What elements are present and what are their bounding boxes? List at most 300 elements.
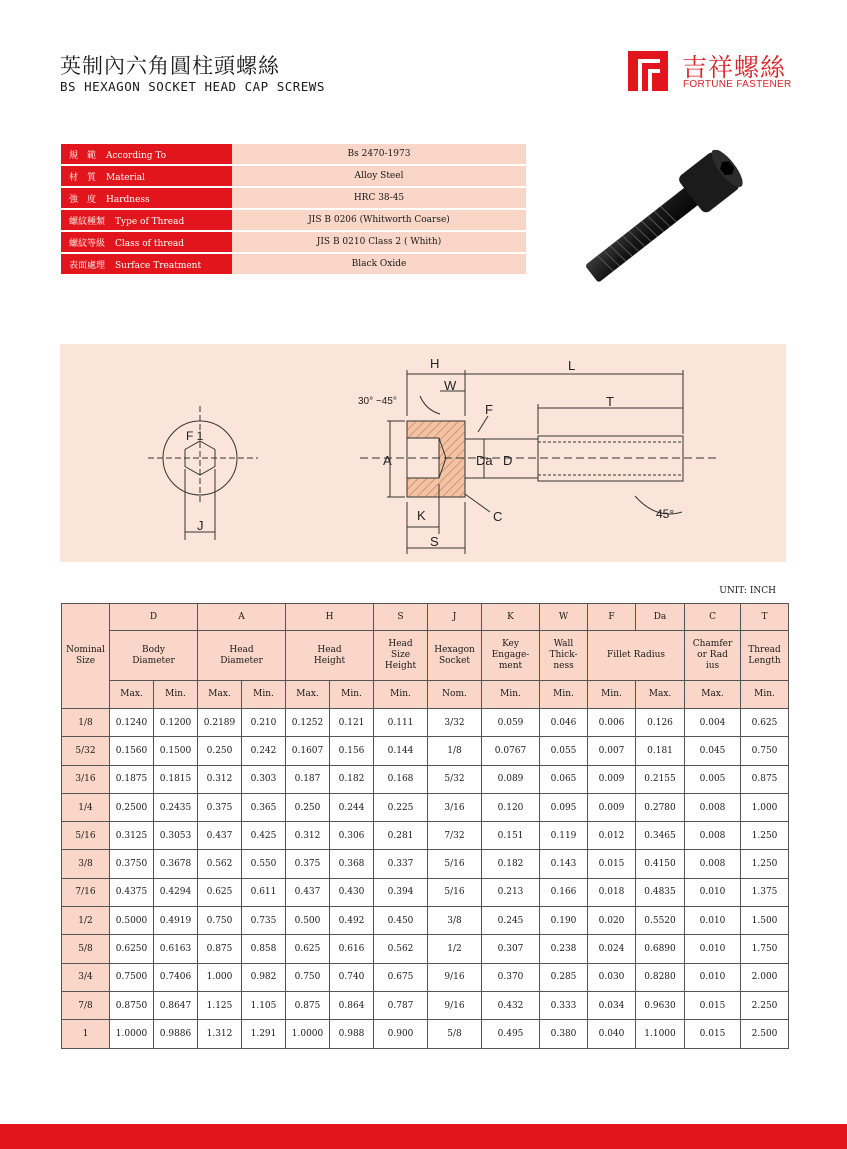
header-name-line: ment [498,661,523,671]
spec-label-en: Surface Treatment [115,260,202,271]
table-row [62,1020,789,1048]
header-sub: Min. [330,681,374,709]
header-sub: Min. [482,681,540,709]
header-letter-k: K [482,604,540,631]
dim-label-a: A [383,453,392,468]
header-name-line: Length [748,655,781,666]
dim-label-f1: F 1 [186,429,204,443]
value-cell: 0.625 [741,709,789,737]
spec-value: JIS B 0206 (Whitworth Coarse) [232,209,526,231]
spec-value: Alloy Steel [232,165,526,187]
value-cell: 0.988 [330,1020,374,1048]
value-cell: 0.2155 [636,765,685,793]
header-letter-c: C [685,604,741,631]
nominal-size-cell: 5/8 [62,935,110,963]
spec-label-cn: 規 範 [69,150,97,161]
value-cell: 0.181 [636,737,685,765]
value-cell: 0.156 [330,737,374,765]
value-cell: 0.1200 [154,709,198,737]
value-cell: 9/16 [428,963,482,991]
header-letter-s: S [374,604,428,631]
value-cell: 0.151 [482,822,540,850]
value-cell: 0.982 [242,963,286,991]
header-name-line: Wall [553,639,574,649]
value-cell: 0.495 [482,1020,540,1048]
value-cell: 0.875 [741,765,789,793]
value-cell: 0.190 [540,907,588,935]
value-cell: 0.611 [242,878,286,906]
value-cell: 0.210 [242,709,286,737]
header-name-line: Engage- [491,650,530,660]
value-cell: 0.333 [540,991,588,1019]
value-cell: 0.368 [330,850,374,878]
value-cell: 7/32 [428,822,482,850]
header-letter-h: H [286,604,374,631]
value-cell: 1.250 [741,850,789,878]
value-cell: 0.2189 [198,709,242,737]
value-cell: 0.0767 [482,737,540,765]
value-cell: 1.125 [198,991,242,1019]
value-cell: 0.250 [286,793,330,821]
value-cell: 0.337 [374,850,428,878]
value-cell: 0.864 [330,991,374,1019]
value-cell: 0.303 [242,765,286,793]
value-cell: 0.500 [286,907,330,935]
dimension-table [61,603,789,1049]
value-cell: 0.7500 [110,963,154,991]
dim-label-da: Da [476,453,493,468]
spec-value: HRC 38-45 [232,187,526,209]
value-cell: 0.3465 [636,822,685,850]
header-name [110,631,198,681]
value-cell: 0.168 [374,765,428,793]
spec-label [61,165,232,187]
header-name [374,631,428,681]
technical-diagram [60,344,786,562]
value-cell: 5/16 [428,878,482,906]
header-name [482,631,540,681]
value-cell: 0.4294 [154,878,198,906]
spec-row [61,253,526,275]
header-name-line: Body [142,644,165,655]
value-cell: 0.010 [685,907,741,935]
value-cell: 5/32 [428,765,482,793]
value-cell: 0.095 [540,793,588,821]
header-nominal-line: Size [75,656,96,666]
value-cell: 0.055 [540,737,588,765]
value-cell: 0.1252 [286,709,330,737]
value-cell: 0.187 [286,765,330,793]
value-cell: 0.8280 [636,963,685,991]
value-cell: 2.500 [741,1020,789,1048]
footer-bar [0,1124,847,1149]
header-name-line: Diameter [132,655,175,666]
spec-label [61,187,232,209]
value-cell: 0.1240 [110,709,154,737]
value-cell: 0.015 [588,850,636,878]
value-cell: 1.0000 [110,1020,154,1048]
value-cell: 0.735 [242,907,286,935]
spec-label-cn: 螺紋等級 [69,238,106,249]
header-name-line: Head [317,644,342,655]
table-row [62,963,789,991]
spec-label-en: Type of Thread [115,216,185,227]
value-cell: 0.143 [540,850,588,878]
table-row [62,737,789,765]
value-cell: 0.8750 [110,991,154,1019]
value-cell: 0.238 [540,935,588,963]
header-sub: Max. [636,681,685,709]
header-name [685,631,741,681]
value-cell: 0.562 [374,935,428,963]
value-cell: 1/8 [428,737,482,765]
header-name-line: Thick- [549,650,578,660]
value-cell: 1.312 [198,1020,242,1048]
value-cell: 0.740 [330,963,374,991]
value-cell: 0.005 [685,765,741,793]
header-name-line: Fillet Radius [606,650,666,660]
header-name [198,631,286,681]
nominal-size-cell: 3/16 [62,765,110,793]
header-letter-t: T [741,604,789,631]
header-nominal-line: Nominal [66,645,105,655]
value-cell: 0.010 [685,878,741,906]
header-sub: Min. [540,681,588,709]
value-cell: 0.492 [330,907,374,935]
value-cell: 0.450 [374,907,428,935]
dim-label-angle-head: 30° ~45° [358,396,397,407]
value-cell: 0.2435 [154,793,198,821]
value-cell: 0.030 [588,963,636,991]
header-row-names [62,631,789,681]
value-cell: 0.5520 [636,907,685,935]
header-name-line: Chamfer [692,639,733,649]
spec-label-en: Class of thread [115,238,185,249]
value-cell: 0.182 [482,850,540,878]
value-cell: 0.625 [198,878,242,906]
table-row [62,822,789,850]
dim-label-d: D [503,453,513,468]
value-cell: 0.008 [685,850,741,878]
value-cell: 0.009 [588,793,636,821]
header-letter-a: A [198,604,286,631]
nominal-size-cell: 3/4 [62,963,110,991]
nominal-size-cell: 1/2 [62,907,110,935]
value-cell: 0.007 [588,737,636,765]
header-row-letters [62,604,789,631]
nominal-size-cell: 5/16 [62,822,110,850]
spec-row [61,209,526,231]
value-cell: 0.9886 [154,1020,198,1048]
value-cell: 1.105 [242,991,286,1019]
value-cell: 0.034 [588,991,636,1019]
value-cell: 0.126 [636,709,685,737]
value-cell: 0.375 [286,850,330,878]
header-sub: Min. [242,681,286,709]
dim-label-t: T [606,394,614,409]
header-name [540,631,588,681]
unit-label: UNIT: INCH [719,586,776,596]
dim-label-l: L [568,358,576,373]
value-cell: 0.010 [685,935,741,963]
value-cell: 1.250 [741,822,789,850]
dim-label-w: W [444,378,457,393]
header-name [588,631,685,681]
spec-row [61,144,526,165]
value-cell: 0.065 [540,765,588,793]
header-name-line: ius [705,661,720,671]
value-cell: 0.312 [198,765,242,793]
value-cell: 0.4375 [110,878,154,906]
spec-value: Black Oxide [232,253,526,275]
spec-label-en: Hardness [106,194,150,205]
value-cell: 0.875 [198,935,242,963]
page-title-cn: 英制內六角圓柱頭螺絲 [60,54,280,78]
header-sub: Max. [685,681,741,709]
value-cell: 5/8 [428,1020,482,1048]
value-cell: 0.312 [286,822,330,850]
spec-label-cn: 強 度 [69,194,97,205]
header-letter-w: W [540,604,588,631]
spec-label [61,253,232,275]
header-name [286,631,374,681]
spec-table [61,144,526,276]
value-cell: 0.045 [685,737,741,765]
spec-label-en: Material [106,172,145,183]
value-cell: 0.046 [540,709,588,737]
value-cell: 0.008 [685,793,741,821]
header-name-line: Key [502,639,519,649]
table-row [62,793,789,821]
value-cell: 3/16 [428,793,482,821]
header-name-line: Size [390,650,411,660]
value-cell: 0.059 [482,709,540,737]
value-cell: 1.0000 [286,1020,330,1048]
header-letter-d: D [110,604,198,631]
value-cell: 0.166 [540,878,588,906]
value-cell: 0.550 [242,850,286,878]
value-cell: 1/2 [428,935,482,963]
table-row [62,765,789,793]
value-cell: 0.616 [330,935,374,963]
value-cell: 0.3750 [110,850,154,878]
value-cell: 0.281 [374,822,428,850]
table-row [62,991,789,1019]
value-cell: 3/32 [428,709,482,737]
value-cell: 0.432 [482,991,540,1019]
value-cell: 0.009 [588,765,636,793]
value-cell: 0.307 [482,935,540,963]
value-cell: 0.018 [588,878,636,906]
value-cell: 0.306 [330,822,374,850]
spec-label [61,144,232,165]
value-cell: 0.380 [540,1020,588,1048]
header-name-line: Diameter [220,655,263,666]
dim-label-f: F [485,402,493,417]
value-cell: 0.370 [482,963,540,991]
nominal-size-cell: 3/8 [62,850,110,878]
value-cell: 0.4150 [636,850,685,878]
value-cell: 1.1000 [636,1020,685,1048]
value-cell: 0.006 [588,709,636,737]
value-cell: 0.437 [198,822,242,850]
value-cell: 0.121 [330,709,374,737]
value-cell: 1.375 [741,878,789,906]
value-cell: 0.900 [374,1020,428,1048]
dim-label-c: C [493,509,503,524]
value-cell: 0.244 [330,793,374,821]
header-letter-j: J [428,604,482,631]
header-name-line: or Rad [697,650,728,660]
spec-label-cn: 表面處理 [69,260,106,271]
fortune-logo-icon [628,51,668,91]
brand-name-en: FORTUNE FASTENER [683,79,792,90]
value-cell: 0.858 [242,935,286,963]
table-row [62,709,789,737]
value-cell: 0.437 [286,878,330,906]
table-row [62,907,789,935]
screw-photo [560,150,765,295]
dim-label-angle-tip: 45° [656,507,675,521]
value-cell: 0.024 [588,935,636,963]
value-cell: 0.430 [330,878,374,906]
value-cell: 0.3053 [154,822,198,850]
value-cell: 5/16 [428,850,482,878]
value-cell: 0.040 [588,1020,636,1048]
header-name-line: ness [553,661,574,671]
value-cell: 0.250 [198,737,242,765]
value-cell: 1.750 [741,935,789,963]
value-cell: 0.285 [540,963,588,991]
nominal-size-cell: 1/4 [62,793,110,821]
value-cell: 0.2780 [636,793,685,821]
spec-row [61,187,526,209]
value-cell: 0.213 [482,878,540,906]
value-cell: 0.245 [482,907,540,935]
header-sub: Min. [374,681,428,709]
header-letter-da: Da [636,604,685,631]
value-cell: 0.6890 [636,935,685,963]
spec-value: JIS B 0210 Class 2 ( Whith) [232,231,526,253]
value-cell: 0.010 [685,963,741,991]
value-cell: 0.4835 [636,878,685,906]
value-cell: 3/8 [428,907,482,935]
header-name-line: Thread [748,644,781,655]
value-cell: 2.250 [741,991,789,1019]
value-cell: 0.144 [374,737,428,765]
value-cell: 1.291 [242,1020,286,1048]
value-cell: 2.000 [741,963,789,991]
nominal-size-cell: 7/8 [62,991,110,1019]
value-cell: 0.111 [374,709,428,737]
value-cell: 1.500 [741,907,789,935]
value-cell: 0.6163 [154,935,198,963]
header-sub: Max. [286,681,330,709]
value-cell: 0.1815 [154,765,198,793]
nominal-size-cell: 1 [62,1020,110,1048]
header-sub: Nom. [428,681,482,709]
header-name-line: Height [313,655,346,666]
value-cell: 0.1607 [286,737,330,765]
value-cell: 0.1500 [154,737,198,765]
value-cell: 0.008 [685,822,741,850]
header-name-line: Head [388,639,413,649]
header-sub: Max. [110,681,154,709]
nominal-size-cell: 5/32 [62,737,110,765]
value-cell: 0.119 [540,822,588,850]
value-cell: 0.2500 [110,793,154,821]
header-sub: Min. [588,681,636,709]
table-row [62,935,789,963]
value-cell: 0.020 [588,907,636,935]
dim-label-s: S [430,534,439,549]
value-cell: 0.3125 [110,822,154,850]
header-name-line: Socket [439,655,471,666]
value-cell: 0.4919 [154,907,198,935]
header-letter-f: F [588,604,636,631]
spec-row [61,231,526,253]
value-cell: 0.6250 [110,935,154,963]
value-cell: 0.1875 [110,765,154,793]
value-cell: 0.120 [482,793,540,821]
value-cell: 0.004 [685,709,741,737]
value-cell: 0.750 [286,963,330,991]
value-cell: 0.089 [482,765,540,793]
value-cell: 0.787 [374,991,428,1019]
table-row [62,878,789,906]
header-name-line: Height [384,661,417,671]
value-cell: 0.015 [685,1020,741,1048]
value-cell: 0.625 [286,935,330,963]
dim-label-h: H [430,356,440,371]
nominal-size-cell: 1/8 [62,709,110,737]
value-cell: 0.9630 [636,991,685,1019]
value-cell: 0.012 [588,822,636,850]
value-cell: 0.3678 [154,850,198,878]
value-cell: 0.7406 [154,963,198,991]
value-cell: 0.365 [242,793,286,821]
value-cell: 0.375 [198,793,242,821]
header-name [428,631,482,681]
value-cell: 1.000 [741,793,789,821]
spec-row [61,165,526,187]
value-cell: 0.750 [741,737,789,765]
value-cell: 0.875 [286,991,330,1019]
header-row-sub [62,681,789,709]
spec-value: Bs 2470-1973 [232,144,526,165]
value-cell: 0.1560 [110,737,154,765]
header-sub: Min. [154,681,198,709]
spec-label-cn: 材 質 [69,172,97,183]
header-sub: Min. [741,681,789,709]
spec-label-cn: 螺紋種類 [69,216,106,227]
header-sub: Max. [198,681,242,709]
spec-label [61,209,232,231]
value-cell: 9/16 [428,991,482,1019]
header-name-line: Hexagon [434,644,475,655]
value-cell: 0.425 [242,822,286,850]
value-cell: 0.8647 [154,991,198,1019]
brand-name-cn: 吉祥螺絲 [682,53,787,82]
table-row [62,850,789,878]
nominal-size-cell: 7/16 [62,878,110,906]
header-nominal-size [62,604,110,709]
value-cell: 0.242 [242,737,286,765]
value-cell: 0.675 [374,963,428,991]
dim-label-k: K [417,508,426,523]
header-name [741,631,789,681]
value-cell: 0.015 [685,991,741,1019]
